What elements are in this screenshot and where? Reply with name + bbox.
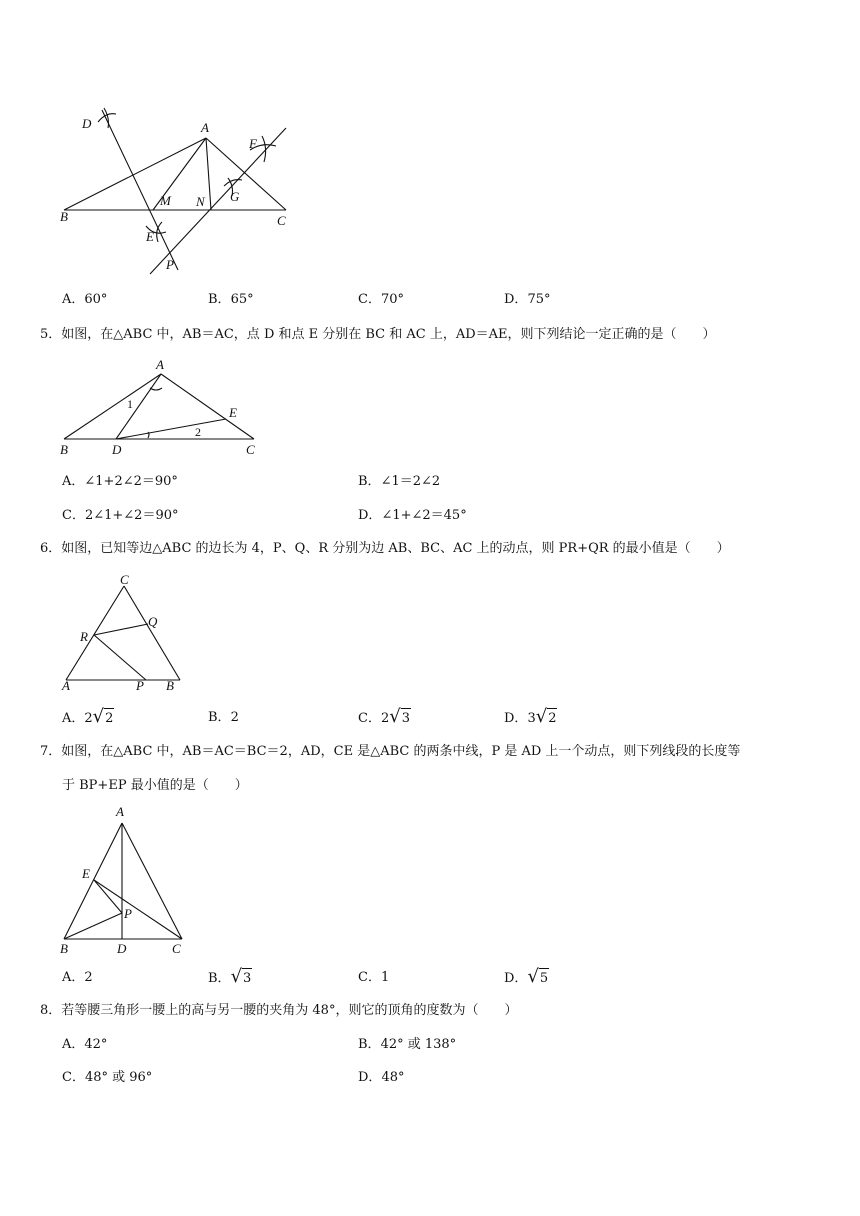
option-text: 48° bbox=[381, 1070, 405, 1085]
option-text: 60° bbox=[84, 292, 108, 307]
q4-label-c: C bbox=[277, 213, 286, 228]
q4-line-an bbox=[206, 138, 211, 210]
q6-stem: 6．如图，已知等边△ABC 的边长为 4，P、Q、R 分别为边 AB、BC、AC 上的动点，则 PR+QR 的最小值是（ ） bbox=[40, 541, 730, 556]
q8-option-d[interactable] bbox=[358, 1068, 404, 1088]
q6-line-rp bbox=[94, 635, 146, 680]
q5-label-b: B bbox=[60, 442, 68, 457]
option-key: D． bbox=[504, 292, 528, 307]
sqrt-symbol: √5 bbox=[527, 966, 549, 987]
q7-option-d[interactable] bbox=[504, 968, 549, 989]
q6-option-b[interactable] bbox=[208, 708, 239, 728]
option-key: C． bbox=[62, 1070, 85, 1085]
option-key: A． bbox=[62, 1037, 85, 1052]
q7-figure bbox=[58, 815, 188, 945]
q5-option-b[interactable] bbox=[358, 472, 440, 492]
q6-option-c[interactable] bbox=[358, 708, 411, 729]
q4-line-ac bbox=[206, 138, 286, 210]
q6-option-d[interactable] bbox=[504, 708, 557, 729]
option-text: 75° bbox=[527, 292, 551, 307]
option-coef: 2 bbox=[380, 711, 390, 726]
q6-label-p: P bbox=[136, 678, 144, 693]
q8-option-c[interactable] bbox=[62, 1068, 152, 1088]
q4-option-a[interactable] bbox=[62, 290, 107, 310]
q6-option-a[interactable] bbox=[62, 708, 114, 729]
option-key: B． bbox=[208, 292, 231, 307]
option-key: D． bbox=[358, 508, 382, 523]
option-key: C． bbox=[358, 711, 381, 726]
q7-line-bp bbox=[64, 913, 122, 939]
sqrt-symbol: √2 bbox=[92, 706, 114, 727]
q4-label-e: E bbox=[146, 229, 154, 244]
q7-label-e: E bbox=[82, 866, 90, 881]
q5-line-de bbox=[116, 419, 226, 439]
q7-stem-line2: 于 BP+EP 最小值的是（ ） bbox=[62, 778, 248, 793]
q5-option-d[interactable] bbox=[358, 506, 467, 526]
sqrt-symbol: √3 bbox=[389, 706, 410, 727]
option-coef: 3 bbox=[527, 711, 536, 726]
q6-label-q: Q bbox=[148, 614, 158, 629]
q5-label-2: 2 bbox=[195, 425, 201, 439]
option-key: B． bbox=[208, 710, 231, 725]
q8-option-b[interactable] bbox=[358, 1035, 456, 1055]
q7-label-d: D bbox=[117, 941, 127, 956]
option-text: ∠1+∠2＝45° bbox=[381, 508, 467, 523]
option-key: B． bbox=[358, 1037, 381, 1052]
q4-option-d[interactable] bbox=[504, 290, 550, 310]
q7-option-b[interactable] bbox=[208, 968, 252, 989]
sqrt-symbol: √3 bbox=[230, 966, 252, 987]
q5-line-ad bbox=[116, 374, 161, 439]
option-text: 42° bbox=[84, 1037, 108, 1052]
q6-line-rq bbox=[94, 624, 148, 635]
option-text: 42° 或 138° bbox=[380, 1037, 457, 1052]
option-coef: 2 bbox=[84, 711, 93, 726]
q4-arc-e2 bbox=[157, 222, 162, 242]
q4-arc-f2 bbox=[262, 136, 266, 162]
q5-option-c[interactable] bbox=[62, 506, 179, 526]
q7-label-a: A bbox=[116, 804, 124, 819]
q4-label-b: B bbox=[60, 209, 68, 224]
q6-figure bbox=[58, 580, 188, 690]
q5-line-ba bbox=[64, 374, 161, 439]
option-key: D． bbox=[358, 1070, 382, 1085]
q7-option-a[interactable] bbox=[62, 968, 93, 988]
q6-line-ac bbox=[66, 586, 124, 680]
option-key: A． bbox=[62, 970, 85, 985]
q4-label-d: D bbox=[82, 116, 92, 131]
q7-label-c: C bbox=[172, 941, 181, 956]
q4-label-p: P bbox=[166, 257, 174, 272]
option-text: 1 bbox=[380, 970, 390, 985]
option-key: A． bbox=[62, 711, 85, 726]
q6-label-r: R bbox=[80, 629, 88, 644]
q5-label-1: 1 bbox=[127, 397, 133, 411]
sqrt-symbol: √2 bbox=[535, 706, 557, 727]
q7-label-b: B bbox=[60, 941, 68, 956]
option-key: A． bbox=[62, 474, 85, 489]
q4-label-a: A bbox=[201, 120, 209, 135]
q5-label-e: E bbox=[229, 405, 237, 420]
q5-label-d: D bbox=[112, 442, 122, 457]
q6-label-c: C bbox=[120, 572, 129, 587]
q4-option-b[interactable] bbox=[208, 290, 254, 310]
option-key: A． bbox=[62, 292, 85, 307]
option-radicand: 3 bbox=[242, 968, 252, 989]
q7-line-ab bbox=[64, 823, 122, 939]
q4-perp-bisector-dp bbox=[102, 110, 178, 270]
option-radicand: 2 bbox=[547, 708, 557, 729]
q5-angle-1-arc bbox=[150, 388, 162, 390]
q5-line-ac bbox=[161, 374, 254, 439]
q8-stem: 8．若等腰三角形一腰上的高与另一腰的夹角为 48°，则它的顶角的度数为（ ） bbox=[40, 1003, 518, 1018]
q5-label-c: C bbox=[246, 442, 255, 457]
option-key: C． bbox=[358, 970, 381, 985]
option-text: 2 bbox=[230, 710, 239, 725]
option-text: 2 bbox=[84, 970, 93, 985]
q5-angle-2-arc bbox=[148, 432, 149, 438]
q8-option-a[interactable] bbox=[62, 1035, 107, 1055]
q4-label-f: F bbox=[249, 136, 257, 151]
option-key: C． bbox=[62, 508, 85, 523]
option-radicand: 2 bbox=[104, 708, 114, 729]
q6-line-bc bbox=[124, 586, 180, 680]
q7-stem-line1: 7．如图，在△ABC 中，AB＝AC＝BC＝2，AD，CE 是△ABC 的两条中线，P 是 AD 上一个动点，则下列线段的长度等 bbox=[40, 744, 741, 759]
q7-line-ce bbox=[94, 880, 182, 939]
q4-line-ba bbox=[64, 138, 206, 210]
option-text: 65° bbox=[230, 292, 254, 307]
q5-label-a: A bbox=[156, 357, 164, 372]
option-text: ∠1＝2∠2 bbox=[380, 474, 441, 489]
option-text: 48° 或 96° bbox=[84, 1070, 153, 1085]
option-text: 2∠1+∠2＝90° bbox=[84, 508, 179, 523]
option-text: ∠1+2∠2＝90° bbox=[84, 474, 178, 489]
option-key: D． bbox=[504, 971, 528, 986]
q4-option-c[interactable] bbox=[358, 290, 404, 310]
q4-label-m: M bbox=[160, 193, 171, 208]
option-radicand: 5 bbox=[539, 968, 549, 989]
q4-label-g: G bbox=[230, 189, 240, 204]
option-key: D． bbox=[504, 711, 528, 726]
q5-stem: 5．如图，在△ABC 中，AB＝AC，点 D 和点 E 分别在 BC 和 AC 上，AD＝AE，则下列结论一定正确的是（ ） bbox=[40, 327, 716, 342]
q7-label-p: P bbox=[124, 906, 132, 921]
q7-option-c[interactable] bbox=[358, 968, 389, 988]
option-text: 70° bbox=[380, 292, 404, 307]
option-key: B． bbox=[208, 971, 231, 986]
option-key: C． bbox=[358, 292, 381, 307]
option-key: B． bbox=[358, 474, 381, 489]
option-radicand: 3 bbox=[401, 708, 411, 729]
q6-label-a: A bbox=[62, 678, 70, 693]
q4-label-n: N bbox=[196, 194, 205, 209]
q6-label-b: B bbox=[166, 678, 174, 693]
q5-option-a[interactable] bbox=[62, 472, 178, 492]
